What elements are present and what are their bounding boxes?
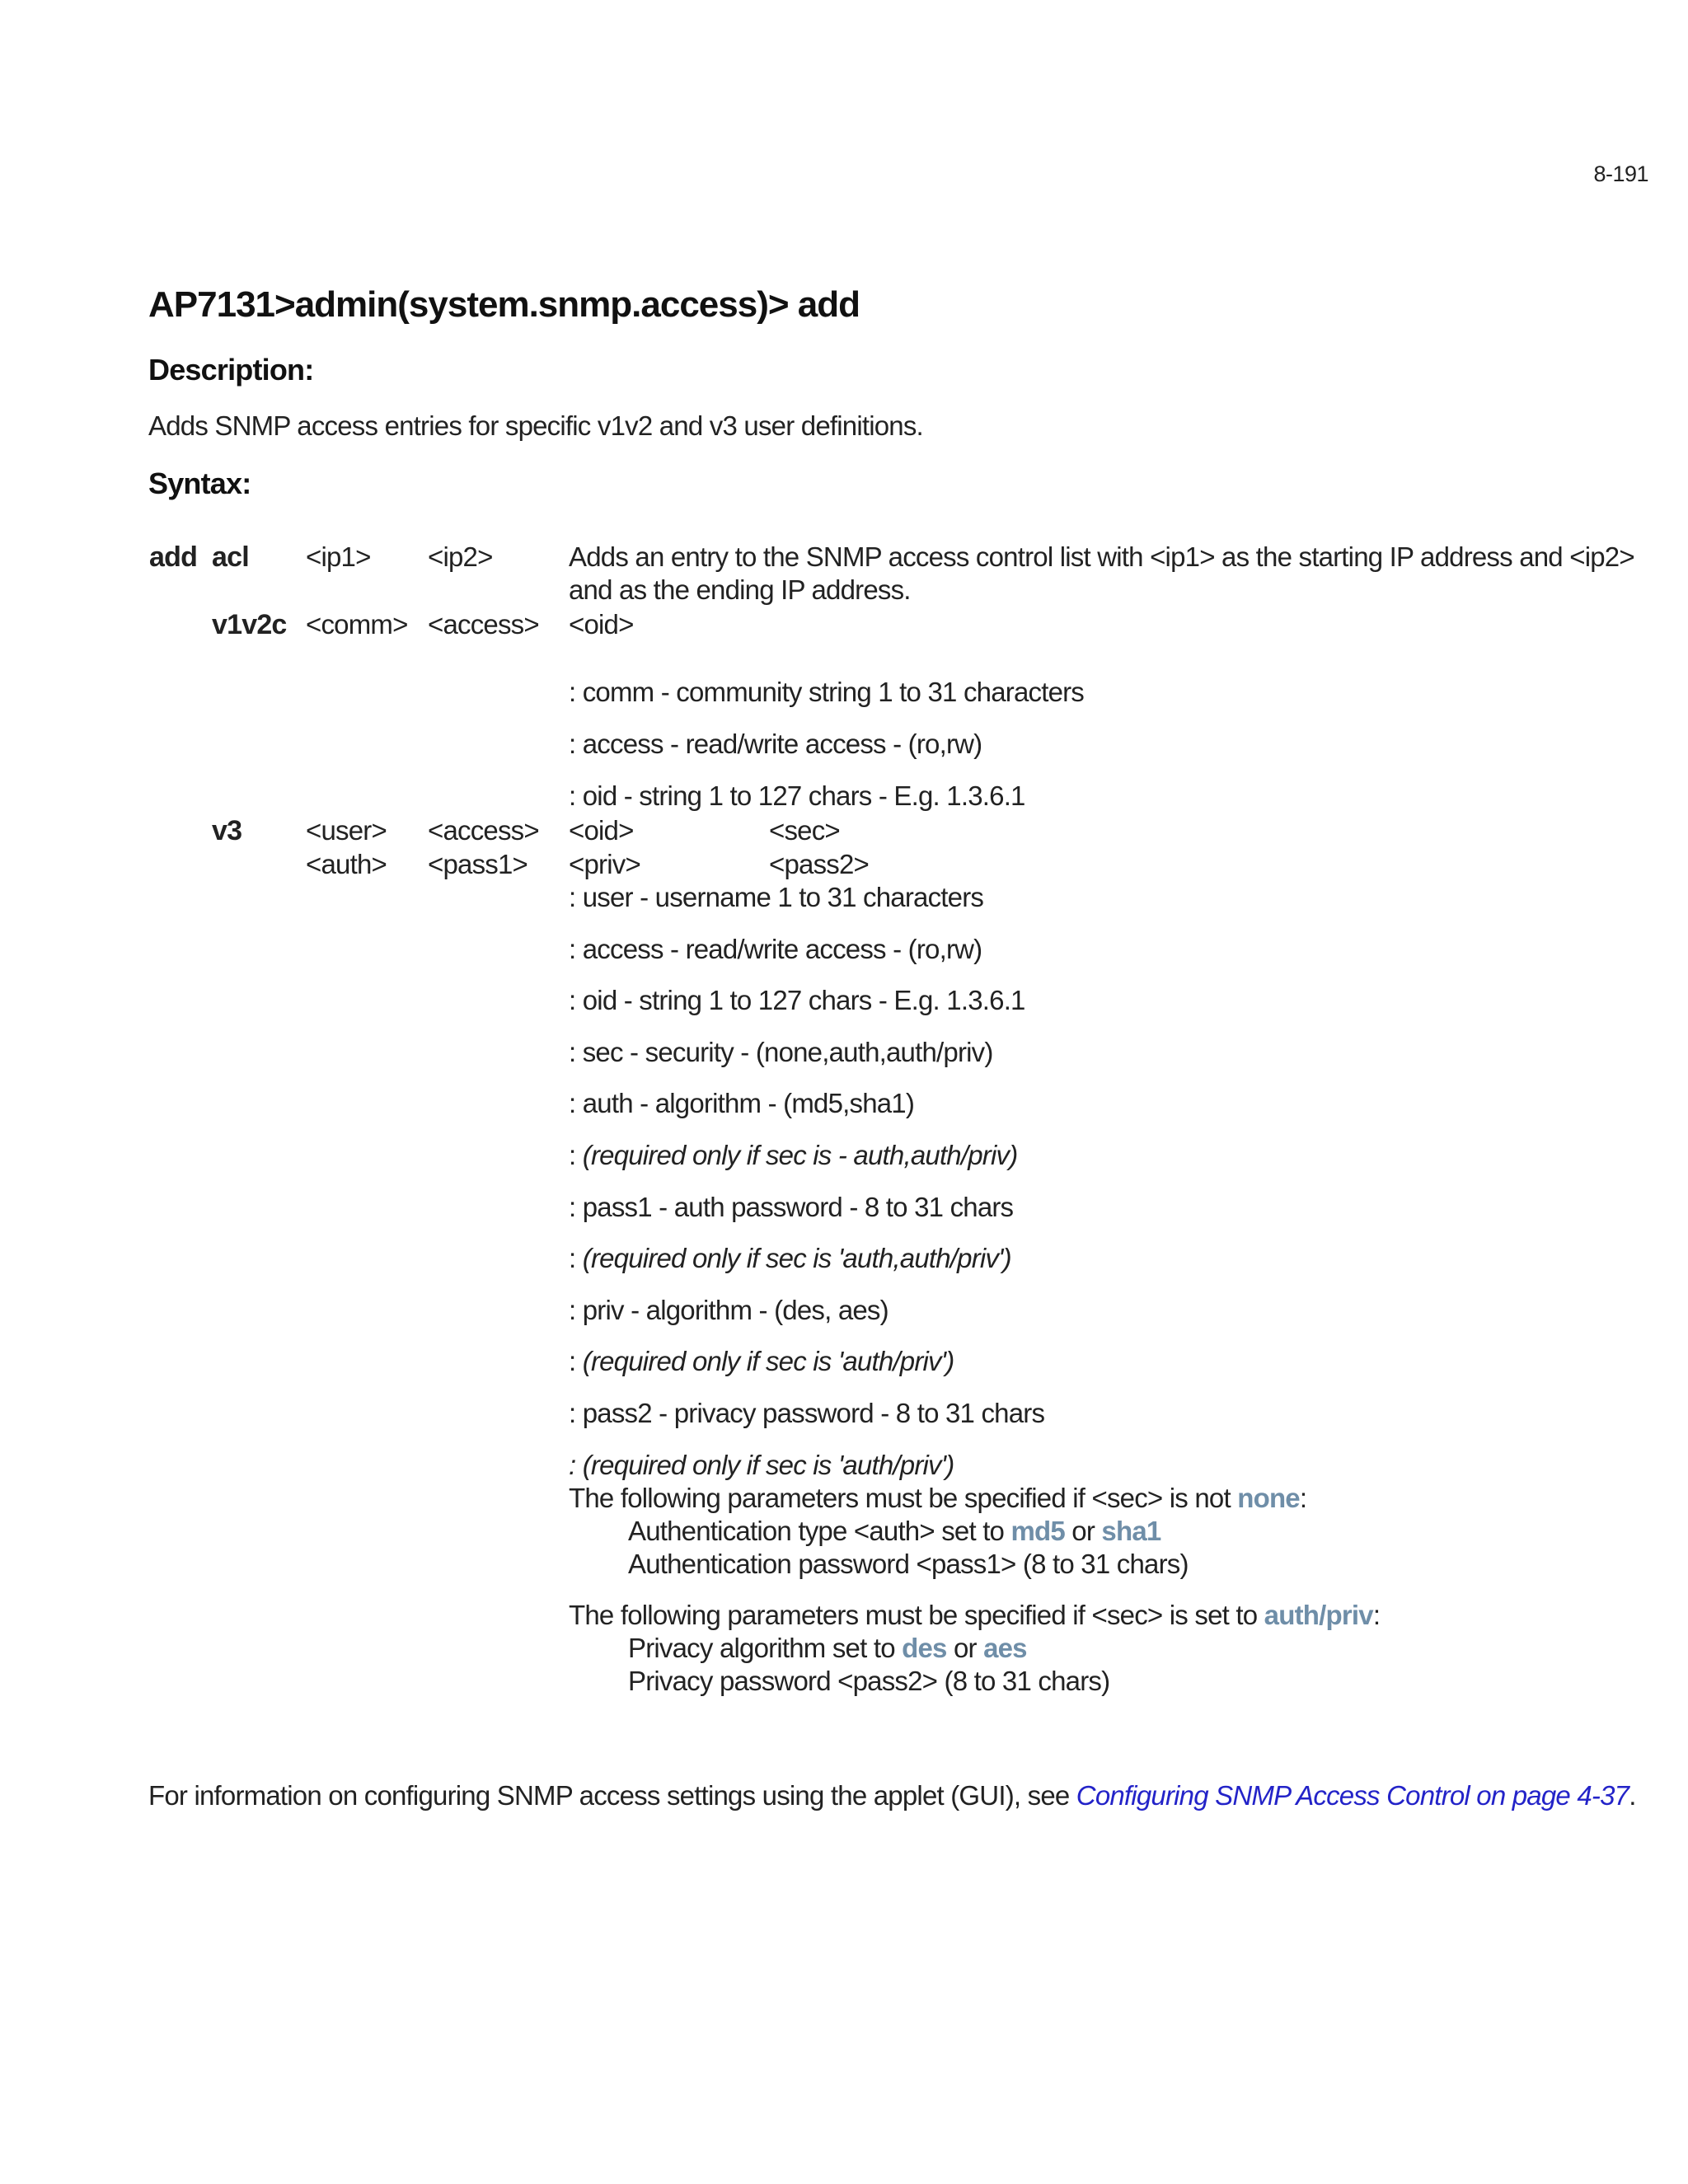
v3-note: : user - username 1 to 31 characters (569, 882, 984, 912)
kw-sha1: sha1 (1101, 1516, 1161, 1546)
v3-note-italic: (required only if sec is - auth,auth/priv) (582, 1140, 1018, 1170)
kw-md5: md5 (1010, 1516, 1065, 1546)
sec-note-auth-password: Authentication password <pass1> (8 to 31 chars) (628, 1549, 1189, 1579)
description-label: Description: (148, 353, 314, 387)
v1v2c-arg-access: <access> (428, 609, 539, 640)
v3-note-prefix: : (569, 1346, 583, 1376)
v3-note-prefix: : (569, 1243, 583, 1273)
page-title: AP7131>admin(system.snmp.access)> add (148, 284, 860, 325)
v1v2c-arg-comm: <comm> (306, 609, 408, 640)
cmd-add: add (149, 541, 198, 573)
v1v2c-note: : oid - string 1 to 127 chars - E.g. 1.3.6.1 (569, 780, 1025, 811)
gui-reference-link[interactable]: Configuring SNMP Access Control on page 4-37 (1076, 1780, 1629, 1811)
v3-note: : pass2 - privacy password - 8 to 31 chars (569, 1398, 1045, 1428)
priv-note-intro: The following parameters must be specified if <sec> is set to auth/priv: (569, 1600, 1381, 1630)
acl-desc-line2: and as the ending IP address. (569, 574, 911, 605)
v3-note: : access - read/write access - (ro,rw) (569, 934, 982, 964)
v3-arg-sec: <sec> (769, 815, 840, 846)
acl-desc-line1: Adds an entry to the SNMP access control list with <ip1> as the starting IP address and <ip2> (569, 541, 1634, 572)
v3-note (569, 1345, 954, 1378)
keyword-v3: v3 (212, 815, 242, 846)
v3-note: : auth - algorithm - (md5,sha1) (569, 1088, 915, 1118)
footer-text: For information on configuring SNMP access settings using the applet (GUI), see (148, 1780, 1076, 1811)
v3-arg-pass2: <pass2> (769, 849, 870, 879)
acl-arg-ip1: <ip1> (306, 541, 371, 572)
v3-note (569, 1139, 1017, 1172)
priv-note-password: Privacy password <pass2> (8 to 31 chars) (628, 1666, 1110, 1696)
v3-note-prefix: : (569, 1140, 583, 1170)
v3-arg-auth: <auth> (306, 849, 387, 879)
keyword-v1v2c: v1v2c (212, 609, 287, 640)
v3-note: : pass1 - auth password - 8 to 31 chars (569, 1192, 1014, 1222)
v3-note: : sec - security - (none,auth,auth/priv) (569, 1037, 993, 1067)
v3-note-italic: (required only if sec is 'auth/priv') (582, 1346, 954, 1376)
keyword-acl: acl (212, 541, 249, 573)
v1v2c-note: : access - read/write access - (ro,rw) (569, 729, 982, 759)
kw-des: des (902, 1633, 947, 1663)
v3-arg-access: <access> (428, 815, 539, 846)
v1v2c-arg-oid: <oid> (569, 609, 634, 640)
v3-arg-oid: <oid> (569, 815, 634, 846)
page-number: 8-191 (1593, 162, 1648, 186)
kw-none: none (1237, 1483, 1300, 1513)
v1v2c-note: : comm - community string 1 to 31 characters (569, 677, 1085, 707)
footer-reference (148, 1780, 1636, 1811)
v3-arg-user: <user> (306, 815, 387, 846)
kw-aes: aes (983, 1633, 1027, 1663)
v3-arg-pass1: <pass1> (428, 849, 528, 879)
footer-end: . (1629, 1780, 1636, 1811)
priv-note-algorithm: Privacy algorithm set to des or aes (628, 1633, 1027, 1663)
syntax-label: Syntax: (148, 466, 251, 500)
v3-note (569, 1242, 1011, 1275)
v3-arg-priv: <priv> (569, 849, 640, 879)
description-text: Adds SNMP access entries for specific v1v2 and v3 user definitions. (148, 410, 923, 441)
v3-note: : priv - algorithm - (des, aes) (569, 1295, 889, 1325)
sec-note-auth-type: Authentication type <auth> set to md5 or sha1 (628, 1516, 1161, 1546)
sec-note-intro: The following parameters must be specified if <sec> is not none: (569, 1483, 1307, 1513)
v3-note-italic: (required only if sec is 'auth,auth/priv') (582, 1243, 1011, 1273)
kw-auth-priv: auth/priv (1264, 1600, 1373, 1630)
acl-arg-ip2: <ip2> (428, 541, 493, 572)
v3-note: : (required only if sec is 'auth/priv') (569, 1450, 954, 1480)
v3-note: : oid - string 1 to 127 chars - E.g. 1.3.6.1 (569, 985, 1025, 1015)
